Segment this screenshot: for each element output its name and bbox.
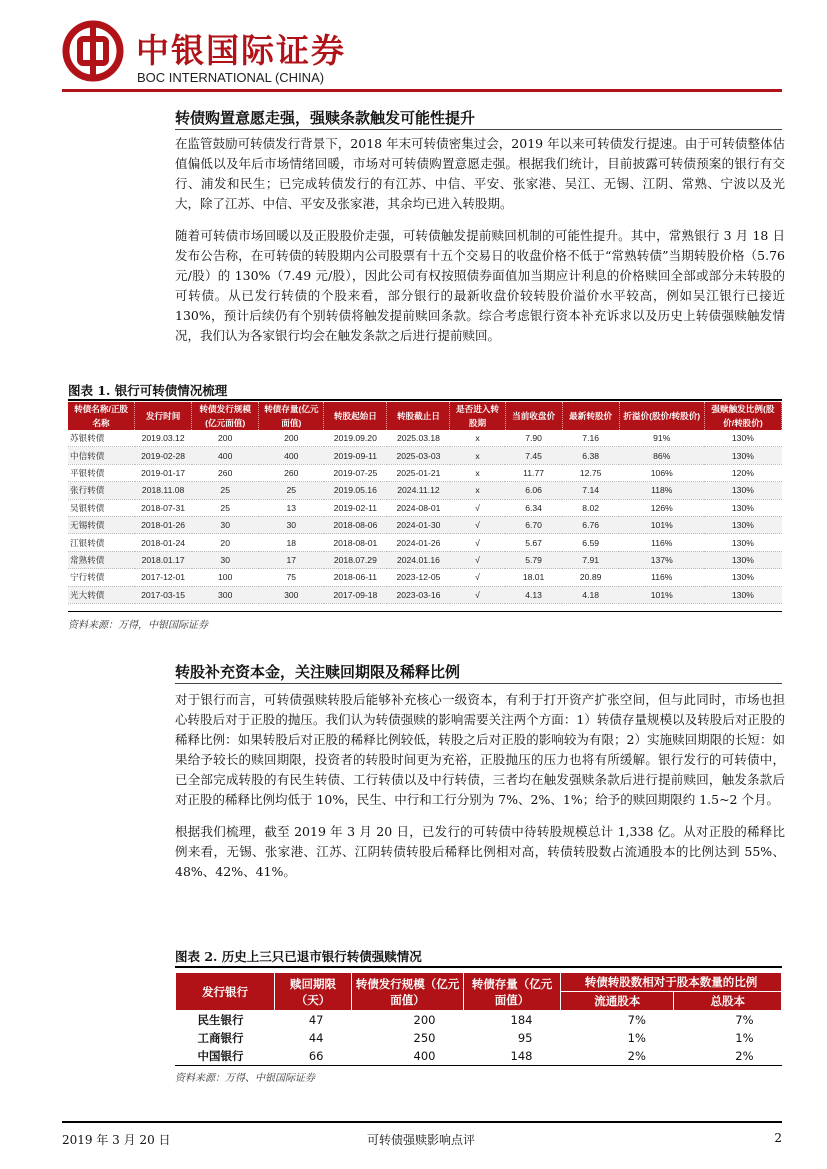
table-cell: 7.16 xyxy=(562,430,619,447)
table-cell: 13 xyxy=(259,499,324,516)
table-cell: √ xyxy=(450,551,505,568)
col-header: 转债发行规模(亿元面值) xyxy=(192,402,259,430)
section-2-paragraph-2: 根据我们梳理，截至 2019 年 3 月 20 日，已发行的可转债中待转股规模总计 1,338 亿。从对正股的稀释比例来看，无锡、张家港、江苏、江阴转债转股后稀释比例相对高，转债转股数占流通股本的比例达到 55%、48%、42%、41%。 xyxy=(175,824,785,879)
section-1-heading-rule xyxy=(175,129,782,130)
table-cell: 300 xyxy=(192,586,259,603)
figure-2-table-body xyxy=(176,1011,782,1066)
table-cell: 2018.01.17 xyxy=(135,551,192,568)
page-header xyxy=(62,20,782,90)
table-cell: 中国银行 xyxy=(197,1049,244,1063)
table-cell: 7.90 xyxy=(505,430,562,447)
table-cell: 2025.03.18 xyxy=(387,430,450,447)
table-cell: 2018.11.08 xyxy=(135,482,192,499)
table-cell: 130% xyxy=(704,482,781,499)
table-row xyxy=(68,569,782,586)
figure-1-source: 资料来源：万得，中银国际证券 xyxy=(68,620,208,631)
table-cell: 130% xyxy=(704,569,781,586)
table-cell: 20 xyxy=(192,534,259,551)
footer-doc-title: 可转债强赎影响点评 xyxy=(367,1133,476,1147)
table-cell: 66 xyxy=(308,1049,324,1063)
table-cell: x xyxy=(450,430,505,447)
table-cell: 137% xyxy=(619,551,704,568)
table-cell: 2017-03-15 xyxy=(135,586,192,603)
figure-1-table-body xyxy=(68,430,782,603)
table-cell: 6.06 xyxy=(505,482,562,499)
figure-2-source: 资料来源：万得、中银国际证券 xyxy=(175,1073,315,1084)
table-cell: 2025-03-03 xyxy=(387,447,450,464)
table-cell: 常熟转债 xyxy=(68,551,135,568)
table-cell: 2019-09-11 xyxy=(324,447,387,464)
table-cell: x xyxy=(450,482,505,499)
section-1-heading: 转债购置意愿走强，强赎条款触发可能性提升 xyxy=(175,109,476,127)
table-cell: 250 xyxy=(413,1031,436,1045)
table-cell: 2025-01-21 xyxy=(387,464,450,481)
section-2-heading: 转股补充资本金，关注赎回期限及稀释比例 xyxy=(175,663,461,681)
table-cell: 2023-12-05 xyxy=(387,569,450,586)
figure-1-top-rule xyxy=(68,399,782,401)
table-cell: 130% xyxy=(704,447,781,464)
table-cell: 2019-02-28 xyxy=(135,447,192,464)
table-cell: 2018-01-24 xyxy=(135,534,192,551)
header-rule xyxy=(62,89,782,92)
table-cell: 2019.09.20 xyxy=(324,430,387,447)
table-row xyxy=(68,534,782,551)
col-header: 转债存量(亿元面值) xyxy=(259,402,324,430)
brand-name-cn: 中银国际证券 xyxy=(136,31,346,70)
table-cell: 2024-01-30 xyxy=(387,516,450,533)
table-cell: 118% xyxy=(619,482,704,499)
figure-2-bottom-rule xyxy=(175,1065,782,1066)
col-header: 转债名称/正股名称 xyxy=(68,402,135,430)
table-cell: 25 xyxy=(192,482,259,499)
col-header: 发行时间 xyxy=(135,402,192,430)
table-cell: 2% xyxy=(735,1049,754,1063)
table-cell: 101% xyxy=(619,516,704,533)
section-1 xyxy=(175,107,785,128)
table-cell: 2019-07-25 xyxy=(324,464,387,481)
footer-date: 2019 年 3 月 20 日 xyxy=(62,1133,171,1147)
col-header: 是否进入转股期 xyxy=(450,402,505,430)
table-row xyxy=(68,516,782,533)
table-cell: 116% xyxy=(619,534,704,551)
table-cell: 44 xyxy=(308,1031,324,1045)
table-cell: 6.70 xyxy=(505,516,562,533)
table-cell: 1% xyxy=(735,1031,754,1045)
table-cell: 7% xyxy=(735,1013,754,1027)
table-row xyxy=(68,586,782,603)
table-cell: 7.14 xyxy=(562,482,619,499)
col-header: 当前收盘价 xyxy=(505,402,562,430)
table-cell: 1% xyxy=(627,1031,646,1045)
table-cell: 116% xyxy=(619,569,704,586)
figure-1-title: 图表 1. 银行可转债情况梳理 xyxy=(68,383,228,398)
table-cell: 106% xyxy=(619,464,704,481)
section-1-paragraph-1: 在监管鼓励可转债发行背景下，2018 年末可转债密集过会，2019 年以来可转债发行提速。由于可转债整体估值偏低以及年后市场情绪回暖，市场对可转债购置意愿走强。根据我们统计，目前披露可转债预案的银行有交行、浦发和民生；已完成转债发行的有江苏、中信、平安、张家港、吴江、无锡、江阴、常熟、宁波以及光大，除了江苏、中信、平安及张家港，其余均已进入转股期。 xyxy=(175,136,785,211)
table-cell: 400 xyxy=(413,1049,436,1063)
table-cell: 2019.05.16 xyxy=(324,482,387,499)
table-cell: 20.89 xyxy=(562,569,619,586)
table-cell: 11.77 xyxy=(505,464,562,481)
table-cell: 100 xyxy=(192,569,259,586)
col-header: 最新转股价 xyxy=(562,402,619,430)
table-cell: 光大转债 xyxy=(68,586,135,603)
table-cell: 2018-06-11 xyxy=(324,569,387,586)
table-cell: 2019.03.12 xyxy=(135,430,192,447)
col-header: 赎回期限（天） xyxy=(275,973,352,1011)
table-cell: 12.75 xyxy=(562,464,619,481)
table-row xyxy=(68,464,782,481)
table-cell: 260 xyxy=(259,464,324,481)
table-cell: 2023-03-16 xyxy=(387,586,450,603)
table-cell: 75 xyxy=(259,569,324,586)
table-cell: 6.38 xyxy=(562,447,619,464)
section-1-body xyxy=(175,134,785,346)
table-cell: 130% xyxy=(704,499,781,516)
figure-1-bottom-rule xyxy=(68,611,782,612)
section-1-paragraph-2: 随着可转债市场回暖以及正股股价走强，可转债触发提前赎回机制的可能性提升。其中，常熟银行 3 月 18 日发布公告称，在可转债的转股期内公司股票有十五个交易日的收盘价格不低于“常熟转债”当期转股价格（5.76 元/股）的 130%（7.49 元/股），因此公司有权按照债券面值加当期应计利息的价格赎回全部或部分未转股的可转债。从已发行转债的个股来看，部分银行的最新收盘价较转股价溢价水平较高，例如吴江银行已接近 130%，预计后续仍有个别转债将触发提前赎回条款。综合考虑银行资本补充诉求以及历史上转债强赎触发情况，我们认为各家银行均会在触发条款之后进行提前赎回。 xyxy=(175,228,785,343)
table-cell: 2024-08-01 xyxy=(387,499,450,516)
table-cell: 130% xyxy=(704,516,781,533)
table-cell: 6.76 xyxy=(562,516,619,533)
table-cell: 6.34 xyxy=(505,499,562,516)
table-cell: 101% xyxy=(619,586,704,603)
table-cell: √ xyxy=(450,499,505,516)
section-2 xyxy=(175,661,785,682)
table-cell: √ xyxy=(450,534,505,551)
table-cell: 30 xyxy=(192,551,259,568)
figure-2-top-rule xyxy=(175,966,782,968)
col-header: 转债存量（亿元面值） xyxy=(464,973,561,1011)
figure-1-header-row xyxy=(68,402,782,430)
table-cell: 18.01 xyxy=(505,569,562,586)
table-cell: 130% xyxy=(704,586,781,603)
table-cell: 中信转债 xyxy=(68,447,135,464)
table-row xyxy=(68,430,782,447)
page-number: 2 xyxy=(774,1131,782,1145)
table-cell: 工商银行 xyxy=(197,1031,244,1045)
table-cell: 86% xyxy=(619,447,704,464)
col-subheader: 总股本 xyxy=(674,992,782,1011)
table-cell: √ xyxy=(450,516,505,533)
section-2-heading-rule xyxy=(175,683,782,684)
table-cell: 7.91 xyxy=(562,551,619,568)
table-cell: 2019-02-11 xyxy=(324,499,387,516)
table-cell: 2018-08-06 xyxy=(324,516,387,533)
table-cell: 260 xyxy=(192,464,259,481)
table-cell: 2024-01-26 xyxy=(387,534,450,551)
table-row xyxy=(176,1011,782,1030)
table-cell: 2% xyxy=(627,1049,646,1063)
table-cell: 30 xyxy=(259,516,324,533)
table-cell: 2024.01.16 xyxy=(387,551,450,568)
table-cell: 2024.11.12 xyxy=(387,482,450,499)
table-cell: 2018-08-01 xyxy=(324,534,387,551)
table-cell: 2017-12-01 xyxy=(135,569,192,586)
figure-2-title: 图表 2. 历史上三只已退市银行转债强赎情况 xyxy=(175,949,422,964)
table-cell: 400 xyxy=(192,447,259,464)
table-cell: 6.59 xyxy=(562,534,619,551)
table-cell: √ xyxy=(450,569,505,586)
table-cell: 95 xyxy=(517,1031,533,1045)
table-cell: 无锡转债 xyxy=(68,516,135,533)
table-row xyxy=(68,551,782,568)
table-cell: 宁行转债 xyxy=(68,569,135,586)
table-row xyxy=(176,1047,782,1065)
table-cell: 5.79 xyxy=(505,551,562,568)
table-cell: 300 xyxy=(259,586,324,603)
table-cell: 130% xyxy=(704,430,781,447)
table-cell: 平银转债 xyxy=(68,464,135,481)
table-cell: 400 xyxy=(259,447,324,464)
table-cell: 30 xyxy=(192,516,259,533)
section-2-paragraph-1: 对于银行而言，可转债强赎转股后能够补充核心一级资本，有利于打开资产扩张空间，但与此同时，市场也担心转股后对于正股的抛压。我们认为转债强赎的影响需要关注两个方面：1）转债存量规模以及转股后对正股的稀释比例：如果转股后对正股的稀释比例较低，转股之后对正股的影响较为有限；2）实施赎回期限的长短：如果给予较长的赎回期限，投资者的转股时间更为充裕，正股抛压的压力也将有所缓解。银行发行的可转债中，已全部完成转股的有民生转债、工行转债以及中行转债，三者均在触发强赎条款后进行提前赎回，触发条款后对正股的稀释比例均低于 10%，民生、中行和工行分别为 7%、2%、1%；给予的赎回期限约 1.5~2 个月。 xyxy=(175,692,785,807)
col-header: 发行银行 xyxy=(176,973,275,1011)
table-cell: 17 xyxy=(259,551,324,568)
table-cell: 4.13 xyxy=(505,586,562,603)
table-cell: 民生银行 xyxy=(197,1013,244,1027)
table-cell: 吴银转债 xyxy=(68,499,135,516)
table-cell: x xyxy=(450,464,505,481)
figure-1-table xyxy=(68,402,782,604)
table-row xyxy=(68,482,782,499)
table-cell: 25 xyxy=(259,482,324,499)
table-cell: 120% xyxy=(704,464,781,481)
table-row xyxy=(68,499,782,516)
col-header: 强赎触发比例(股价/转股价) xyxy=(704,402,781,430)
footer-rule xyxy=(62,1121,782,1123)
table-cell: √ xyxy=(450,586,505,603)
table-cell: 200 xyxy=(192,430,259,447)
table-cell: 148 xyxy=(510,1049,533,1063)
table-cell: 200 xyxy=(259,430,324,447)
col-header: 折溢价(股价/转股价) xyxy=(619,402,704,430)
table-cell: 91% xyxy=(619,430,704,447)
table-cell: 18 xyxy=(259,534,324,551)
table-cell: 130% xyxy=(704,551,781,568)
section-2-body xyxy=(175,690,785,882)
table-cell: 7% xyxy=(627,1013,646,1027)
col-header: 转债发行规模（亿元面值） xyxy=(352,973,464,1011)
table-cell: 8.02 xyxy=(562,499,619,516)
col-subheader: 流通股本 xyxy=(561,992,674,1011)
figure-2-table xyxy=(175,972,782,1065)
table-row xyxy=(176,1029,782,1047)
table-cell: 2019-01-17 xyxy=(135,464,192,481)
boc-logo-icon xyxy=(62,20,124,82)
table-cell: 苏银转债 xyxy=(68,430,135,447)
table-cell: 25 xyxy=(192,499,259,516)
table-cell: 5.67 xyxy=(505,534,562,551)
table-cell: 4.18 xyxy=(562,586,619,603)
col-header: 转债转股数相对于股本数量的比例 xyxy=(561,973,782,992)
table-cell: 184 xyxy=(510,1013,533,1027)
col-header: 转股起始日 xyxy=(324,402,387,430)
table-cell: 47 xyxy=(308,1013,324,1027)
table-cell: x xyxy=(450,447,505,464)
table-cell: 2017-09-18 xyxy=(324,586,387,603)
table-cell: 7.45 xyxy=(505,447,562,464)
table-cell: 200 xyxy=(413,1013,436,1027)
col-header: 转股截止日 xyxy=(387,402,450,430)
table-cell: 130% xyxy=(704,534,781,551)
table-cell: 张行转债 xyxy=(68,482,135,499)
table-cell: 2018.07.29 xyxy=(324,551,387,568)
table-cell: 2018-07-31 xyxy=(135,499,192,516)
table-row xyxy=(68,447,782,464)
table-cell: 126% xyxy=(619,499,704,516)
brand-name-en: BOC INTERNATIONAL (CHINA) xyxy=(137,70,325,85)
table-cell: 2018-01-26 xyxy=(135,516,192,533)
figure-2-header-row xyxy=(176,973,782,992)
table-cell: 江银转债 xyxy=(68,534,135,551)
